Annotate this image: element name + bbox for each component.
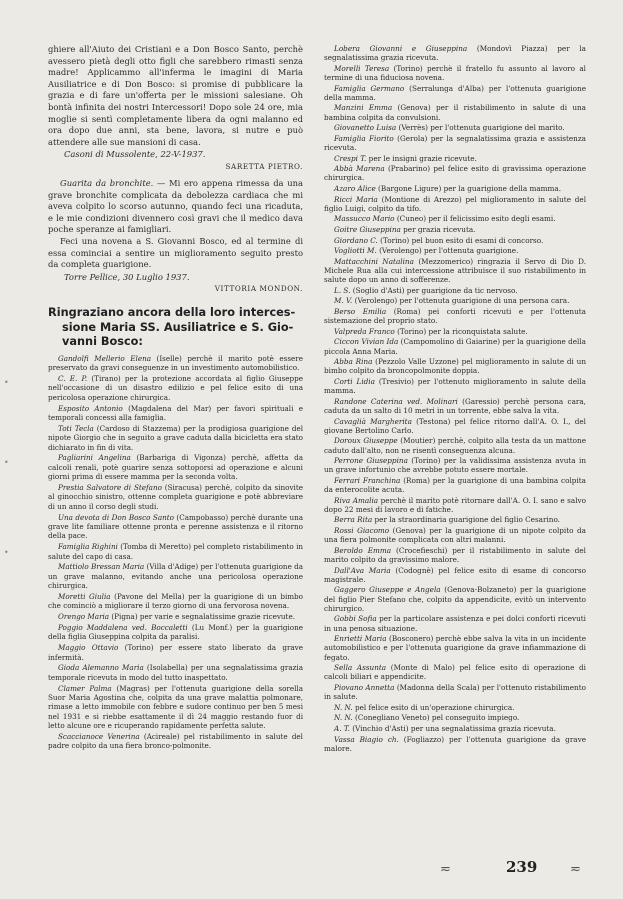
thanks-entry-name: Ciccon Vivian Ida [334, 337, 399, 347]
thanks-entry-name: Gaggero Giuseppe e Angela [334, 585, 441, 595]
thanks-entry-name: Gioda Alemanno Maria [58, 663, 144, 673]
thanks-entry-name: Gandolfi Mellerio Elena [58, 353, 151, 363]
thanks-entry-name: Orengo Maria [58, 612, 110, 622]
thanks-entry: Gaggero Giuseppe e Angela (Genova-Bolzaneto) per la guarigione del figlio Pier Stefano che, colpito da appendicite, evitò un intervento chirurgico. [324, 585, 586, 613]
thanks-entry-name: Ricci Maria [334, 194, 378, 204]
right-column [324, 44, 586, 869]
letter-2-paragraph-2: Feci una novena a S. Giovanni Bosco, ed al termine di essa cominciai a sentire un miglioramento seguito presto da completa guarigione. [48, 235, 303, 270]
thanks-entry-name: A. T. [334, 724, 350, 734]
thanks-entry: Mattiolo Bressan Maria (Villa d'Adige) per l'ottenuta guarigione da un grave malanno, evitando anche una pericolosa operazione chirurgica. [48, 562, 304, 591]
thanks-entry: Esposito Antonio (Magdalena del Mar) per favori spirituali e temporali concessi alla famiglia. [48, 403, 303, 422]
thanks-entry: Perrone Giuseppina (Torino) per la validissima assistenza avuta in un grave infortunio che avrebbe potuto essere mortale. [324, 456, 586, 475]
thanks-entry-name: M. V. [334, 296, 353, 306]
thanks-entry-name: Prestia Salvatore di Stefano [58, 483, 162, 493]
thanks-entry: Una devota di Don Bosco Santo (Campobasso) perchè durante una grave lite familiare ottenne pronta e perenne assistenza e il ritorno della pace. [48, 512, 303, 541]
page-footer [440, 858, 600, 880]
thanks-entry: Piovano Annetta (Madonna della Scala) per l'ottenuto ristabilimento in salute. [324, 683, 586, 702]
thanks-entry-name: Abba Rina [334, 357, 373, 367]
thanks-entry: Azaro Alice (Bargone Ligure) per la guarigione della mamma. [334, 183, 562, 193]
thanks-entry-name: Randone Caterina ved. Molinari [334, 396, 458, 406]
thanks-entry: Berso Emilia (Roma) pei conforti ricevuti e per l'ottenuta sistemazione del proprio stato. [324, 306, 586, 326]
thanks-entry-name: L. S. [334, 285, 351, 295]
thanks-entry-name: Famiglia Germano [334, 83, 405, 93]
page-number: 239 [506, 858, 538, 876]
thanks-entry: L. S. (Soglio d'Asti) per guarigione da tic nervoso. [334, 285, 518, 295]
thanks-entry-name: Mattacchini Natalina [334, 256, 414, 266]
thanks-entry: Vogliotti M. (Verolengo) per l'ottenuta guarigione. [334, 246, 519, 256]
thanks-entry-name: Ferrari Franchina [334, 475, 401, 485]
letter-2-place-date: Torre Pellice, 30 Luglio 1937. [64, 271, 190, 282]
thanks-entry: Abba Rina (Pezzolo Valle Uzzone) pel miglioramento in salute di un bimbo colpito da broncopolmonite doppia. [324, 357, 586, 376]
thanks-entry-name: N. N. [334, 713, 353, 723]
thanks-entry-name: Una devota di Don Bosco Santo [58, 512, 174, 522]
thanks-entry-name: Enrietti Maria [334, 634, 387, 644]
footer-ornament-right: ≂ [570, 862, 581, 877]
thanks-entry-name: Valpreda Franco [334, 326, 395, 336]
thanks-entry: Prestia Salvatore di Stefano (Siracusa) perchè, colpito da sinovite al ginocchio sinistro, ottenne completa guarigione e potè abbreviare di un anno il corso degli studi. [48, 483, 303, 511]
thanks-entry: Lobera Giovanni e Giuseppina (Mondovì Piazza) per la segnalatissima grazia ricevuta. [324, 44, 586, 63]
letter-1-signature: SARETTA PIETRO. [225, 161, 303, 171]
thanks-entry-name: Gobbi Sofia [334, 614, 377, 624]
thanks-entry: Poggio Maddalena ved. Boccaletti (Lu Monf.) per la guarigione della figlia Giuseppina colpita da paralisi. [48, 623, 303, 642]
thanks-entry: M. V. (Verolengo) per l'ottenuta guarigione di una persona cara. [334, 296, 570, 306]
thanks-entry: Gobbi Sofia per la particolare assistenza e pei dolci conforti ricevuti in una penosa situazione. [324, 614, 586, 633]
thanks-entry-name: Berso Emilia [334, 306, 387, 316]
thanks-entry-name: Lobera Giovanni e Giuseppina [334, 44, 468, 53]
thanks-entry-name: Toti Tecla [58, 423, 94, 433]
thanks-entry-name: Sella Assunta [334, 663, 387, 673]
margin-mark: • [4, 548, 9, 557]
thanks-entry: Massucco Mario (Cuneo) per il felicissimo esito degli esami. [334, 214, 556, 224]
thanks-entry-name: Moretti Giulia [58, 592, 111, 602]
right-entries-list [324, 44, 586, 753]
thanks-entry-name: Esposito Antonio [58, 403, 123, 413]
thanks-entry: A. T. (Vinchio d'Asti) per una segnalatissima grazia ricevuta. [334, 724, 556, 734]
thanks-entry-name: Famiglia Fiorito [334, 133, 394, 143]
thanks-entry: Famiglia Germano (Serralunga d'Alba) per l'ottenuta guarigione della mamma. [324, 83, 586, 102]
thanks-entry: Abbà Marena (Prabarino) pel felice esito di gravissima operazione chirurgica. [324, 164, 586, 183]
thanks-entry-name: Massucco Mario [334, 214, 395, 224]
thanks-entry-name: Clamer Palma [58, 683, 112, 693]
thanks-entry-name: Poggio Maddalena ved. Boccaletti [58, 623, 188, 633]
thanks-entry-name: Giovanetto Luisa [334, 123, 397, 133]
thanks-entry: Orengo Maria (Pigna) per varie e segnalatissime grazie ricevute. [58, 612, 295, 622]
thanks-entry-name: Rossi Giacomo [334, 526, 390, 536]
thanks-entry-name: Crespi T. [334, 153, 367, 163]
margin-mark: • [4, 458, 9, 467]
left-entries-list [48, 354, 303, 751]
section-heading-line-3: vanni Bosco: [62, 335, 143, 349]
thanks-entry: Famiglia Fiorito (Gerola) per la segnalatissima grazia e assistenza ricevuta. [324, 133, 586, 152]
thanks-entry-name: Scaccianoce Venerina [58, 732, 140, 742]
thanks-entry: Ferrari Franchina (Roma) per la guarigione di una bambina colpita da enterocolite acuta. [324, 475, 586, 495]
margin-mark: • [4, 378, 9, 387]
thanks-entry: Mattacchini Natalina (Mezzomerico) ringrazia il Servo di Dio D. Michele Rua alla cui intercessione attribuisce il suo ristabilimento in salute dopo un anno di sofferenze. [324, 256, 586, 285]
thanks-entry: Ciccon Vivian Ida (Campomolino di Gaiarine) per la guarigione della piccola Anna Maria. [324, 337, 586, 356]
thanks-entry-name: Corti Lidia [334, 376, 375, 386]
footer-ornament-left: ≂ [440, 862, 451, 877]
thanks-entry: N. N. (Conegliano Veneto) pel conseguito impiego. [334, 713, 520, 723]
thanks-entry-name: Perrone Giuseppina [334, 456, 408, 466]
letter-1-paragraph: ghiere all'Aiuto dei Cristiani e a Don Bosco Santo, perchè avessero pietà degli otto figli che sarebbero rimasti senza madre! Applicammo all'inferma le imagini di Maria Ausiliatrice e di Don Bosco: si promise di pubblicare la grazia e di fare un'offerta per le missioni salesiane. Oh bontà infinita dei nostri Intercessori! Dopo sole 24 ore, mia moglie si sentì completamente libera da ogni malanno ed ora dopo due anni, sta bene, lavora, si nutre e può attendere alle sue mansioni di casa. [48, 44, 303, 147]
thanks-entry: Gioda Alemanno Maria (Isolabella) per una segnalatissima grazia temporale ricevuta in modo del tutto inaspettato. [48, 663, 303, 682]
thanks-entry-name: Piovano Annetta [334, 683, 395, 693]
thanks-entry-name: Vogliotti M. [334, 246, 377, 256]
thanks-entry: Pagliarini Angelina (Barbariga di Vigonza) perchè, affetta da calcoli renali, potè guarire senza sottoporsi ad operazione e alcuni giorni prima di essere mamma per la seconda volta. [48, 453, 303, 482]
thanks-entry: Giovanetto Luisa (Verrès) per l'ottenuta guarigione del marito. [334, 123, 565, 133]
thanks-entry: Goitre Giuseppina per grazia ricevuta. [334, 224, 476, 234]
thanks-entry: Ricci Maria (Montione di Arezzo) pel miglioramento in salute del figlio Luigi, colpito da tifo. [324, 194, 587, 213]
thanks-entry: N. N. pel felice esito di un'operazione chirurgica. [334, 702, 515, 712]
thanks-entry-name: Giordano C. [334, 235, 378, 245]
thanks-entry-name: Morelli Teresa [334, 63, 390, 73]
thanks-entry-name: Cavaglià Margherita [334, 416, 412, 426]
thanks-entry: Maggio Ottavio (Torino) per essere stato liberato da grave infermità. [48, 643, 303, 662]
thanks-entry-name: Famiglia Righini [58, 542, 118, 552]
thanks-entry: Riva Amalia perchè il marito potè ritornare dall'A. O. I. sano e salvo dopo 22 mesi di lavoro e di fatiche. [324, 495, 586, 514]
thanks-entry: C. E. P. (Tirano) per la protezione accordata al figlio Giuseppe nell'occasione di un disastro edilizio e pel felice esito di una pericolosa operazione chirurgica. [48, 373, 303, 402]
thanks-entry: Corti Lidia (Tresivio) per l'ottenuto miglioramento in salute della mamma. [324, 376, 586, 396]
thanks-entry-name: Vassa Biagio ch. [334, 734, 399, 744]
thanks-entry: Cavaglià Margherita (Testona) pel felice ritorno dall'A. O. I., del giovane Bertolino Carlo. [324, 416, 586, 435]
section-heading-line-2: sione Maria SS. Ausiliatrice e S. Gio- [62, 320, 294, 334]
thanks-entry: Crespi T. per le insigni grazie ricevute. [334, 153, 477, 163]
thanks-entry-name: Goitre Giuseppina [334, 224, 401, 234]
thanks-entry-name: Manzini Emma [334, 103, 393, 113]
thanks-entry-name: Pagliarini Angelina [58, 453, 131, 463]
thanks-entry-name: Mattiolo Bressan Maria [58, 562, 145, 572]
thanks-entry: Famiglia Righini (Tomba di Meretto) pel completo ristabilimento in salute del capo di casa. [48, 542, 304, 561]
thanks-entry: Morelli Teresa (Torino) perchè il fratello fu assunto al lavoro al termine di una fiduciosa novena. [324, 63, 586, 82]
letter-2-paragraph-1: Guarita da bronchite. — Mi ero appena rimessa da una grave bronchite complicata da debolezza cardiaca che mi aveva colpito lo scorso autunno, quando feci una ricaduta, e le mie condizioni divennero così gravi che il medico dava poche speranze ai famigliari. [48, 177, 303, 235]
thanks-entry-name: Abbà Marena [334, 164, 385, 174]
thanks-entry: Berra Rita per la straordinaria guarigione del figlio Cesarino. [334, 515, 560, 525]
thanks-entry-name: Berra Rita [334, 515, 373, 525]
thanks-entry: Clamer Palma (Magras) per l'ottenuta guarigione della sorella Suor Maria Agostina che, colpita da una grave malattia polmonare, rimase a letto immobile con febbre e sudore continuo per ben 5 mesi nel 1931 e si riebbe esattamente il dì 24 maggio restando fuor di letto alcune ore e ricuperando rapidamente perfetta salute. [48, 683, 303, 731]
thanks-entry: Scaccianoce Venerina (Acireale) pel ristabilimento in salute del padre colpito da una fiera bronco-polmonite. [48, 732, 303, 751]
thanks-entry-name: Doroux Giuseppe [334, 436, 398, 446]
thanks-entry: Gandolfi Mellerio Elena (Iselle) perchè il marito potè essere preservato da gravi conseguenze in un investimento automobilistico. [48, 353, 303, 373]
letter-2-signature: VITTORIA MONDON. [214, 284, 303, 294]
thanks-entry-name: Beroldo Emma [334, 545, 392, 555]
thanks-entry: Valpreda Franco (Torino) per la riconquistata salute. [334, 326, 528, 336]
thanks-entry-name: Riva Amalia [334, 495, 379, 505]
thanks-entry: Vassa Biagio ch. (Fogliazzo) per l'ottenuta guarigione da grave malore. [324, 734, 586, 753]
thanks-entry-name: C. E. P. [58, 373, 88, 383]
thanks-entry: Moretti Giulia (Pavone del Mella) per la guarigione di un bimbo che cominciò a migliorare il terzo giorno di una fervorosa novena. [48, 592, 303, 611]
thanks-entry: Sella Assunta (Monte di Malo) pel felice esito di operazione di calcoli biliari e appendicite. [324, 663, 586, 682]
thanks-entry: Giordano C. (Torino) pel buon esito di esami di concorso. [334, 235, 544, 245]
thanks-entry: Rossi Giacomo (Genova) per la guarigione di un nipote colpito da una fiera polmonite complicata con altri malanni. [324, 526, 586, 545]
thanks-entry: Enrietti Maria (Bosconero) perchè ebbe salva la vita in un incidente automobilistico e per l'ottenuta guarigione da grave infiammazione di fegato. [324, 634, 586, 662]
left-column [48, 44, 304, 751]
letter-1-place-date: Casoni di Mussolente, 22-V-1937. [64, 149, 206, 160]
thanks-entry: Doroux Giuseppe (Moutier) perchè, colpito alla testa da un mattone caduto dall'alto, non ne risentì conseguenza alcuna. [324, 436, 586, 455]
thanks-entry-name: Azaro Alice [334, 183, 376, 193]
section-heading-line-1: Ringraziano ancora della loro interces- [48, 306, 296, 320]
thanks-entry-name: N. N. [334, 702, 353, 712]
thanks-entry-name: Maggio Ottavio [58, 643, 119, 653]
thanks-entry: Randone Caterina ved. Molinari (Garessio) perchè persona cara, caduta da un salto di 10 metri in un torrente, ebbe salva la vita. [324, 396, 586, 415]
section-heading [48, 306, 303, 350]
thanks-entry: Dall'Ava Maria (Codognè) pel felice esito di esame di concorso magistrale. [324, 565, 586, 584]
thanks-entry: Toti Tecla (Cardoso di Stazzema) per la prodigiosa guarigione del nipote Giorgio che in seguito a grave caduta dalla bicicletta era stato dichiarato in fin di vita. [48, 423, 303, 452]
thanks-entry: Manzini Emma (Genova) per il ristabilimento in salute di una bambina colpita da convulsioni. [324, 103, 586, 122]
thanks-entry: Beroldo Emma (Crocefieschi) per il ristabilimento in salute del marito colpito da gravissimo malore. [324, 545, 586, 565]
thanks-entry-name: Dall'Ava Maria [334, 565, 391, 575]
